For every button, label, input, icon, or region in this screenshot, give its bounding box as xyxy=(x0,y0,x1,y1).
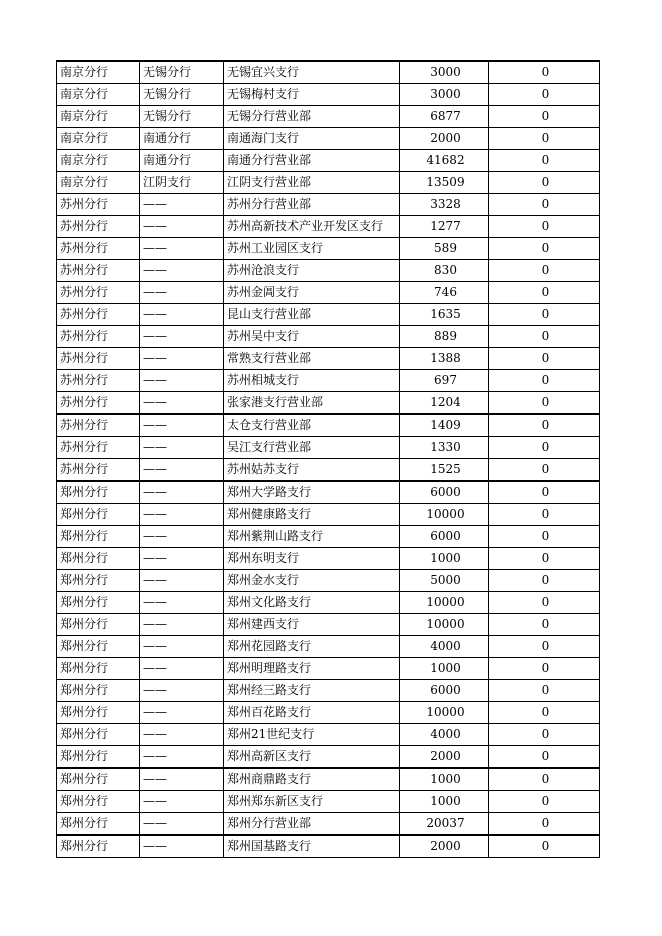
sub-branch-cell: —— xyxy=(140,414,224,437)
outlet-cell: 吴江支行营业部 xyxy=(224,437,400,459)
value-cell: 0 xyxy=(489,702,600,724)
value-cell: 0 xyxy=(489,724,600,746)
value-cell: 0 xyxy=(489,348,600,370)
value-cell: 0 xyxy=(489,658,600,680)
amount-cell: 1388 xyxy=(400,348,489,370)
sub-branch-cell: —— xyxy=(140,326,224,348)
table-row xyxy=(57,658,600,680)
sub-branch-cell: —— xyxy=(140,813,224,836)
amount-cell: 1204 xyxy=(400,392,489,415)
amount-cell: 2000 xyxy=(400,746,489,769)
amount-cell: 4000 xyxy=(400,724,489,746)
table-row xyxy=(57,150,600,172)
value-cell: 0 xyxy=(489,526,600,548)
sub-branch-cell: —— xyxy=(140,437,224,459)
sub-branch-cell: —— xyxy=(140,548,224,570)
amount-cell: 4000 xyxy=(400,636,489,658)
sub-branch-cell: 江阴支行 xyxy=(140,172,224,194)
value-cell: 0 xyxy=(489,216,600,238)
amount-cell: 20037 xyxy=(400,813,489,836)
outlet-cell: 郑州文化路支行 xyxy=(224,592,400,614)
outlet-cell: 郑州明理路支行 xyxy=(224,658,400,680)
sub-branch-cell: —— xyxy=(140,680,224,702)
value-cell: 0 xyxy=(489,260,600,282)
value-cell: 0 xyxy=(489,548,600,570)
value-cell: 0 xyxy=(489,768,600,791)
table-row xyxy=(57,61,600,84)
branch-cell: 苏州分行 xyxy=(57,459,140,482)
table-row xyxy=(57,702,600,724)
value-cell: 0 xyxy=(489,680,600,702)
amount-cell: 1409 xyxy=(400,414,489,437)
outlet-cell: 郑州21世纪支行 xyxy=(224,724,400,746)
sub-branch-cell: —— xyxy=(140,658,224,680)
sub-branch-cell: 南通分行 xyxy=(140,128,224,150)
outlet-cell: 郑州金水支行 xyxy=(224,570,400,592)
outlet-cell: 苏州沧浪支行 xyxy=(224,260,400,282)
branch-cell: 苏州分行 xyxy=(57,304,140,326)
sub-branch-cell: —— xyxy=(140,702,224,724)
table-row xyxy=(57,348,600,370)
branch-cell: 南京分行 xyxy=(57,150,140,172)
outlet-cell: 苏州相城支行 xyxy=(224,370,400,392)
sub-branch-cell: 南通分行 xyxy=(140,150,224,172)
branch-cell: 苏州分行 xyxy=(57,414,140,437)
outlet-cell: 无锡梅村支行 xyxy=(224,84,400,106)
value-cell: 0 xyxy=(489,326,600,348)
outlet-cell: 苏州吴中支行 xyxy=(224,326,400,348)
outlet-cell: 无锡宜兴支行 xyxy=(224,61,400,84)
branch-cell: 苏州分行 xyxy=(57,392,140,415)
sub-branch-cell: —— xyxy=(140,614,224,636)
outlet-cell: 郑州百花路支行 xyxy=(224,702,400,724)
branch-cell: 郑州分行 xyxy=(57,768,140,791)
table-row xyxy=(57,813,600,836)
sub-branch-cell: —— xyxy=(140,260,224,282)
value-cell: 0 xyxy=(489,835,600,858)
value-cell: 0 xyxy=(489,84,600,106)
sub-branch-cell: —— xyxy=(140,459,224,482)
amount-cell: 889 xyxy=(400,326,489,348)
sub-branch-cell: —— xyxy=(140,791,224,813)
branch-cell: 郑州分行 xyxy=(57,835,140,858)
branch-cell: 郑州分行 xyxy=(57,813,140,836)
value-cell: 0 xyxy=(489,813,600,836)
outlet-cell: 郑州健康路支行 xyxy=(224,504,400,526)
value-cell: 0 xyxy=(489,238,600,260)
amount-cell: 2000 xyxy=(400,835,489,858)
amount-cell: 1000 xyxy=(400,548,489,570)
sub-branch-cell: 无锡分行 xyxy=(140,61,224,84)
value-cell: 0 xyxy=(489,172,600,194)
sub-branch-cell: —— xyxy=(140,724,224,746)
value-cell: 0 xyxy=(489,392,600,415)
outlet-cell: 郑州国基路支行 xyxy=(224,835,400,858)
table-row xyxy=(57,526,600,548)
branch-cell: 郑州分行 xyxy=(57,614,140,636)
branch-cell: 郑州分行 xyxy=(57,592,140,614)
amount-cell: 697 xyxy=(400,370,489,392)
branch-cell: 郑州分行 xyxy=(57,481,140,504)
sub-branch-cell: —— xyxy=(140,216,224,238)
branch-cell: 苏州分行 xyxy=(57,216,140,238)
branch-cell: 郑州分行 xyxy=(57,702,140,724)
table-row xyxy=(57,326,600,348)
table-row xyxy=(57,680,600,702)
table-row xyxy=(57,304,600,326)
value-cell: 0 xyxy=(489,304,600,326)
outlet-cell: 郑州商鼎路支行 xyxy=(224,768,400,791)
sub-branch-cell: —— xyxy=(140,768,224,791)
table-row xyxy=(57,216,600,238)
branch-cell: 郑州分行 xyxy=(57,746,140,769)
branch-cell: 南京分行 xyxy=(57,128,140,150)
outlet-cell: 苏州高新技术产业开发区支行 xyxy=(224,216,400,238)
branch-cell: 南京分行 xyxy=(57,84,140,106)
table-row xyxy=(57,768,600,791)
branch-cell: 郑州分行 xyxy=(57,680,140,702)
outlet-cell: 太仓支行营业部 xyxy=(224,414,400,437)
sub-branch-cell: —— xyxy=(140,504,224,526)
table-row xyxy=(57,724,600,746)
table-row xyxy=(57,614,600,636)
value-cell: 0 xyxy=(489,459,600,482)
sub-branch-cell: —— xyxy=(140,348,224,370)
branch-cell: 郑州分行 xyxy=(57,504,140,526)
value-cell: 0 xyxy=(489,437,600,459)
sub-branch-cell: —— xyxy=(140,835,224,858)
branch-cell: 南京分行 xyxy=(57,106,140,128)
branch-cell: 苏州分行 xyxy=(57,348,140,370)
sub-branch-cell: —— xyxy=(140,481,224,504)
branch-cell: 南京分行 xyxy=(57,61,140,84)
branch-cell: 郑州分行 xyxy=(57,570,140,592)
amount-cell: 830 xyxy=(400,260,489,282)
value-cell: 0 xyxy=(489,791,600,813)
sub-branch-cell: —— xyxy=(140,194,224,216)
value-cell: 0 xyxy=(489,481,600,504)
sub-branch-cell: 无锡分行 xyxy=(140,106,224,128)
table-row xyxy=(57,481,600,504)
table-row xyxy=(57,414,600,437)
outlet-cell: 郑州高新区支行 xyxy=(224,746,400,769)
amount-cell: 3328 xyxy=(400,194,489,216)
value-cell: 0 xyxy=(489,636,600,658)
amount-cell: 746 xyxy=(400,282,489,304)
sub-branch-cell: —— xyxy=(140,592,224,614)
outlet-cell: 苏州分行营业部 xyxy=(224,194,400,216)
amount-cell: 1330 xyxy=(400,437,489,459)
table-row xyxy=(57,636,600,658)
amount-cell: 6000 xyxy=(400,680,489,702)
amount-cell: 10000 xyxy=(400,614,489,636)
branch-cell: 苏州分行 xyxy=(57,326,140,348)
branch-cell: 苏州分行 xyxy=(57,194,140,216)
table-row xyxy=(57,392,600,415)
table-row xyxy=(57,548,600,570)
table-body xyxy=(57,61,600,858)
amount-cell: 1635 xyxy=(400,304,489,326)
amount-cell: 3000 xyxy=(400,61,489,84)
outlet-cell: 郑州郑东新区支行 xyxy=(224,791,400,813)
amount-cell: 1525 xyxy=(400,459,489,482)
sub-branch-cell: —— xyxy=(140,370,224,392)
table-row xyxy=(57,437,600,459)
amount-cell: 1277 xyxy=(400,216,489,238)
table-row xyxy=(57,746,600,769)
value-cell: 0 xyxy=(489,128,600,150)
amount-cell: 10000 xyxy=(400,592,489,614)
amount-cell: 6000 xyxy=(400,526,489,548)
outlet-cell: 张家港支行营业部 xyxy=(224,392,400,415)
table-row xyxy=(57,172,600,194)
outlet-cell: 郑州紫荆山路支行 xyxy=(224,526,400,548)
sub-branch-cell: —— xyxy=(140,746,224,769)
sub-branch-cell: —— xyxy=(140,570,224,592)
branch-cell: 苏州分行 xyxy=(57,238,140,260)
value-cell: 0 xyxy=(489,746,600,769)
branch-cell: 苏州分行 xyxy=(57,370,140,392)
sub-branch-cell: —— xyxy=(140,238,224,260)
table-row xyxy=(57,106,600,128)
value-cell: 0 xyxy=(489,370,600,392)
amount-cell: 1000 xyxy=(400,658,489,680)
outlet-cell: 郑州花园路支行 xyxy=(224,636,400,658)
amount-cell: 589 xyxy=(400,238,489,260)
sub-branch-cell: —— xyxy=(140,282,224,304)
outlet-cell: 江阴支行营业部 xyxy=(224,172,400,194)
table-row xyxy=(57,791,600,813)
branch-cell: 苏州分行 xyxy=(57,437,140,459)
value-cell: 0 xyxy=(489,282,600,304)
sub-branch-cell: —— xyxy=(140,526,224,548)
sub-branch-cell: —— xyxy=(140,304,224,326)
table-row xyxy=(57,504,600,526)
sub-branch-cell: —— xyxy=(140,392,224,415)
table-row xyxy=(57,459,600,482)
branch-cell: 郑州分行 xyxy=(57,724,140,746)
value-cell: 0 xyxy=(489,614,600,636)
branch-cell: 南京分行 xyxy=(57,172,140,194)
amount-cell: 13509 xyxy=(400,172,489,194)
amount-cell: 41682 xyxy=(400,150,489,172)
branch-cell: 郑州分行 xyxy=(57,548,140,570)
value-cell: 0 xyxy=(489,570,600,592)
table-row xyxy=(57,128,600,150)
outlet-cell: 昆山支行营业部 xyxy=(224,304,400,326)
outlet-cell: 苏州工业园区支行 xyxy=(224,238,400,260)
branch-cell: 苏州分行 xyxy=(57,282,140,304)
outlet-cell: 南通海门支行 xyxy=(224,128,400,150)
outlet-cell: 郑州建西支行 xyxy=(224,614,400,636)
outlet-cell: 苏州姑苏支行 xyxy=(224,459,400,482)
sub-branch-cell: 无锡分行 xyxy=(140,84,224,106)
table-row xyxy=(57,835,600,858)
value-cell: 0 xyxy=(489,106,600,128)
outlet-cell: 常熟支行营业部 xyxy=(224,348,400,370)
table-row xyxy=(57,84,600,106)
value-cell: 0 xyxy=(489,61,600,84)
table-row xyxy=(57,238,600,260)
outlet-cell: 无锡分行营业部 xyxy=(224,106,400,128)
table-row xyxy=(57,570,600,592)
sub-branch-cell: —— xyxy=(140,636,224,658)
table-row xyxy=(57,194,600,216)
branch-table xyxy=(56,60,600,858)
branch-cell: 郑州分行 xyxy=(57,636,140,658)
amount-cell: 10000 xyxy=(400,504,489,526)
value-cell: 0 xyxy=(489,592,600,614)
amount-cell: 10000 xyxy=(400,702,489,724)
amount-cell: 1000 xyxy=(400,768,489,791)
branch-cell: 郑州分行 xyxy=(57,526,140,548)
value-cell: 0 xyxy=(489,194,600,216)
branch-cell: 郑州分行 xyxy=(57,791,140,813)
amount-cell: 6877 xyxy=(400,106,489,128)
value-cell: 0 xyxy=(489,414,600,437)
outlet-cell: 苏州金阊支行 xyxy=(224,282,400,304)
amount-cell: 6000 xyxy=(400,481,489,504)
outlet-cell: 郑州大学路支行 xyxy=(224,481,400,504)
outlet-cell: 南通分行营业部 xyxy=(224,150,400,172)
table-row xyxy=(57,282,600,304)
branch-cell: 苏州分行 xyxy=(57,260,140,282)
value-cell: 0 xyxy=(489,150,600,172)
outlet-cell: 郑州东明支行 xyxy=(224,548,400,570)
table-row xyxy=(57,592,600,614)
amount-cell: 5000 xyxy=(400,570,489,592)
table-row xyxy=(57,260,600,282)
value-cell: 0 xyxy=(489,504,600,526)
amount-cell: 1000 xyxy=(400,791,489,813)
outlet-cell: 郑州分行营业部 xyxy=(224,813,400,836)
table-row xyxy=(57,370,600,392)
amount-cell: 3000 xyxy=(400,84,489,106)
outlet-cell: 郑州经三路支行 xyxy=(224,680,400,702)
amount-cell: 2000 xyxy=(400,128,489,150)
branch-cell: 郑州分行 xyxy=(57,658,140,680)
